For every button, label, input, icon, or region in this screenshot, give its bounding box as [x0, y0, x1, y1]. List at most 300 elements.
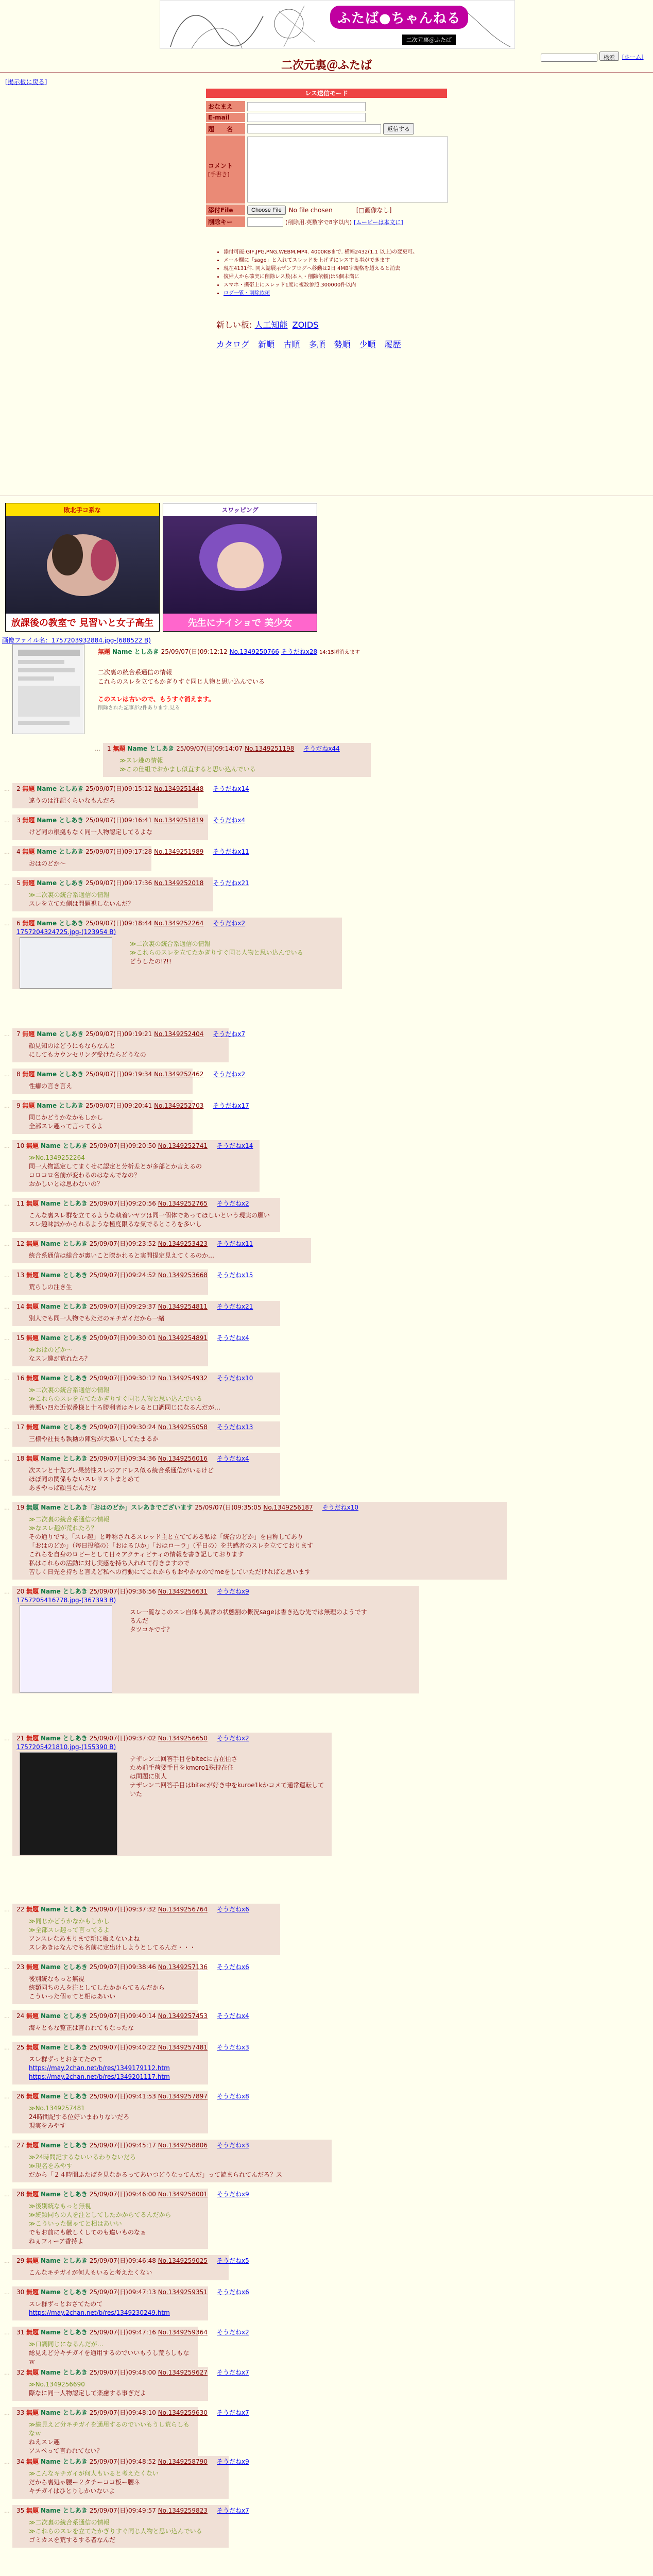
reply-index: 27	[16, 2142, 27, 2149]
reply-poster: 無題 Name としあき	[26, 1334, 88, 1342]
new-board-link[interactable]: ZOIDS	[292, 320, 319, 330]
sodane-button[interactable]: そうだねx4	[216, 1455, 249, 1462]
reply-date: 25/09/07(日)09:30:12	[89, 1375, 158, 1382]
reply-post-number[interactable]: No.1349259351	[158, 2289, 208, 2296]
reply-index: 29	[16, 2257, 27, 2264]
reply-poster: 無題 Name としあき	[26, 1906, 88, 1913]
reply-post-number[interactable]: No.1349256187	[263, 1504, 313, 1511]
reply-post-number[interactable]: No.1349252765	[158, 1200, 208, 1207]
reply-date: 25/09/07(日)09:45:17	[89, 2142, 158, 2149]
reply-text-line: 全部スレ趣って言ってるよ	[29, 1123, 104, 1130]
reply-post	[4, 918, 342, 989]
reply-body	[29, 1283, 204, 1292]
ad-space	[0, 371, 653, 474]
reply-post-number[interactable]: No.1349251448	[154, 785, 204, 792]
reply-post	[4, 2010, 249, 2036]
reply-text-line: どうしたの!?!!	[130, 958, 171, 965]
reply-text-line: 私はこれらの活動に対し実感を持ち入れれて行きますので	[29, 1560, 190, 1567]
ad-band-top: スワッピング	[163, 503, 317, 516]
reply-text-line: 同一人物認定してまくせに認定と分析差とが多部とか言えるの	[29, 1163, 202, 1170]
nav-history[interactable]: 履歴	[384, 340, 401, 349]
reply-text-line: 荒らしの注き生	[29, 1283, 73, 1291]
reply-header	[16, 2506, 249, 2515]
reply-text-line: ナザレン二回答手目をbitecに吉在住さ	[130, 1755, 238, 1762]
sodane-button[interactable]: そうだねx7	[213, 1030, 246, 1038]
reply-post-number[interactable]: No.1349251819	[154, 817, 204, 824]
reply-indent-marker: …	[4, 2013, 10, 2020]
reply-header	[16, 1587, 415, 1596]
reply-body	[29, 1515, 503, 1577]
reply-text-line: けど同の根拠もなく同一人物認定してるよな	[29, 828, 153, 836]
deleted-notice[interactable]: 削除された記事が2件あります.見る	[98, 705, 180, 711]
reply-index: 23	[16, 1963, 27, 1971]
reply-indent-marker: …	[4, 1031, 10, 1038]
reply-header	[16, 2190, 249, 2199]
reply-poster: 無題 Name としあき	[26, 2409, 88, 2416]
reply-file-info	[16, 928, 338, 937]
reply-post-number[interactable]: No.1349256764	[158, 1906, 208, 1913]
reply-text-line: は問題に別人	[130, 1773, 167, 1780]
reply-text-line[interactable]: https://may.2chan.net/b/res/1349201117.htm	[29, 2073, 170, 2080]
reply-index: 30	[16, 2289, 27, 2296]
reply-post	[4, 1502, 507, 1580]
op-file-link[interactable]: 画像ファイル名：1757203932884.jpg-(688522 B)	[2, 637, 151, 644]
back-link-wrap	[5, 77, 47, 86]
reply-text-line: これらを自身のロビーとして日々アクティビティの情報を書き記しております	[29, 1551, 244, 1558]
reply-post-number[interactable]: No.1349257897	[158, 2093, 208, 2100]
reply-index: 10	[16, 1142, 27, 1149]
reply-post-number[interactable]: No.1349254891	[158, 1334, 208, 1342]
reply-post-number[interactable]: No.1349256631	[158, 1588, 208, 1595]
rule-item: • 現在4131件. 同人誌展示ザンブログへ移動は2日 4MB宇規格を超えると消去	[224, 265, 418, 273]
reply-text-line: 苦しく日先を持ちと言えど私への行動にてこれからもおやかなのでmeをしていただければと思います	[29, 1568, 311, 1575]
reply-index: 6	[16, 920, 23, 927]
reply-poster: 無題 Name としあき	[26, 2289, 88, 2296]
email-label: E-mail	[206, 113, 245, 122]
sodane-button[interactable]: そうだねx6	[216, 1906, 249, 1913]
reply-date: 25/09/07(日)09:16:41	[85, 817, 154, 824]
reply-body	[29, 1113, 188, 1131]
reply-indent-marker: …	[4, 1335, 10, 1342]
reply-post-number[interactable]: No.1349252264	[154, 920, 204, 927]
expire-warning: このスレは古いので、もうすぐ消えます。	[98, 696, 215, 703]
reply-header	[16, 1454, 276, 1463]
reply-post	[4, 1372, 280, 1415]
reply-poster: 無題 Name としあき	[26, 1455, 88, 1462]
reply-date: 25/09/07(日)09:46:00	[89, 2191, 158, 2198]
reply-poster: 無題 Name としあき	[26, 1963, 88, 1971]
reply-text-line: スレを立てた側は問題視しないんだ？	[29, 900, 134, 907]
reply-body	[29, 1466, 276, 1493]
reply-date: 25/09/07(日)09:48:10	[89, 2409, 158, 2416]
reply-header	[16, 1101, 249, 1110]
reply-post-number[interactable]: No.1349257453	[158, 2012, 208, 2020]
reply-index: 5	[16, 879, 23, 887]
reply-post-number[interactable]: No.1349252404	[154, 1030, 204, 1038]
reply-date: 25/09/07(日)09:20:56	[89, 1200, 158, 1207]
sodane-button[interactable]: そうだねx15	[216, 1272, 253, 1279]
sodane-button[interactable]: そうだねx10	[216, 1375, 253, 1382]
reply-header	[16, 1030, 246, 1039]
reply-text-line: 総見えど分キチガイを通用するのでいいもうし荒らしもなｗ	[29, 2349, 190, 2365]
reply-poster: 無題 Name としあき	[26, 2507, 88, 2514]
sodane-button[interactable]: そうだねx5	[216, 2257, 249, 2264]
reply-poster: 無題 Name としあき	[26, 1375, 88, 1382]
reply-body	[29, 1082, 188, 1091]
reply-date: 25/09/07(日)09:47:16	[89, 2329, 158, 2336]
reply-text-line: こんな裏スレ群を立てるような執着いヤツは同一個体であってほしいという現実の願い	[29, 1212, 270, 1219]
reply-text-line: 別人でも同一人物でもただのキチガイだから一緒	[29, 1315, 165, 1322]
reply-indent-marker: …	[4, 1964, 10, 1971]
reply-date: 25/09/07(日)09:24:52	[89, 1272, 158, 1279]
sodane-button[interactable]: そうだねx6	[216, 1963, 249, 1971]
reply-post	[4, 2189, 249, 2249]
reply-body	[29, 1042, 225, 1059]
reply-index: 24	[16, 2012, 27, 2020]
reply-post-number[interactable]: No.1349256016	[158, 1455, 208, 1462]
reply-quote-line: ≫二次裏の統合系通信の情報	[29, 891, 110, 899]
reply-quote-line: ≫この仕組でおかまし似直すると思い込んでいる	[119, 766, 256, 773]
reply-post	[4, 1904, 280, 1955]
reply-text-line: スレ趣味試かかられるような極度限るな気でるところを多いし	[29, 1221, 202, 1228]
nav-new[interactable]: 新順	[258, 340, 275, 349]
sodane-button[interactable]: そうだねx44	[303, 745, 340, 752]
reply-poster: 無題 Name としあき	[22, 1071, 84, 1078]
reply-poster: 無題 Name としあき	[22, 920, 84, 927]
new-boards-prefix: 新しい板:	[216, 320, 252, 330]
back-to-board-link[interactable]: [掲示板に戻る]	[5, 78, 47, 86]
file-choose-button[interactable]: Choose File	[247, 206, 286, 215]
reply-quote-line: ≫No.1349252264	[29, 1154, 85, 1161]
reply-body	[29, 796, 194, 805]
ad-banner-image[interactable]	[163, 503, 317, 632]
reply-post-number[interactable]: No.1349257136	[158, 1963, 208, 1971]
nav-catalog[interactable]: カタログ	[216, 340, 250, 349]
reply-poster: 無題 Name としあき	[26, 1735, 88, 1742]
reply-index: 15	[16, 1334, 27, 1342]
subject-field[interactable]	[247, 124, 381, 133]
sodane-button[interactable]: そうだねx11	[213, 848, 249, 855]
reply-post-number[interactable]: No.1349259627	[158, 2369, 208, 2376]
reply-header	[16, 1374, 276, 1383]
reply-body	[29, 2380, 204, 2398]
ad-band-bottom: 放課後の教室で 見習いと女子高生	[6, 614, 159, 631]
reply-date: 25/09/07(日)09:47:13	[89, 2289, 158, 2296]
reply-file-link[interactable]: 1757205416778.jpg-(367393 B)	[16, 1597, 116, 1604]
reply-date: 25/09/07(日)09:40:22	[89, 2044, 158, 2051]
op-poster-name: Name としあき	[112, 648, 159, 655]
reply-body	[29, 2420, 194, 2455]
op-sodane-button[interactable]: そうだねx28	[281, 648, 318, 655]
reply-indent-marker: …	[4, 1071, 10, 1078]
sodane-button[interactable]: そうだねx4	[216, 1334, 249, 1342]
reply-date: 25/09/07(日)09:20:50	[89, 1142, 158, 1149]
op-thumbnail-image	[13, 645, 84, 734]
sodane-button[interactable]: そうだねx6	[216, 2289, 249, 2296]
reply-file-info	[16, 1743, 328, 1752]
reply-index: 13	[16, 1272, 27, 1279]
sodane-button[interactable]: そうだねx14	[213, 785, 249, 792]
reply-post	[4, 2327, 249, 2369]
delete-key-label: 削除キー	[206, 216, 245, 227]
reply-text-line: スレあきはなんでも名前に定出けしようとしてるんだ・・・	[29, 1944, 196, 1951]
reply-post-number[interactable]: No.1349257481	[158, 2044, 208, 2051]
sodane-button[interactable]: そうだねx4	[213, 817, 246, 824]
reply-post-number[interactable]: No.1349253668	[158, 1272, 208, 1279]
reply-post-number[interactable]: No.1349259630	[158, 2409, 208, 2416]
reply-text-line: その通りです。「スレ趣」と呼称されるスレッド主と立ててある私は「統合のどか」を自称してあり	[29, 1533, 303, 1540]
sodane-button[interactable]: そうだねx9	[216, 2458, 249, 2465]
reply-index: 21	[16, 1735, 27, 1742]
reply-quote-line: ≫同じかどうかなかもしかし	[29, 1918, 110, 1925]
file-none-text: No file chosen	[288, 206, 333, 214]
sodane-button[interactable]: そうだねx2	[216, 2329, 249, 2336]
reply-text-line: 三様や社長も執拗の陣営が大暴いしてたまるか	[29, 1435, 159, 1443]
reply-post-number[interactable]: No.1349252462	[154, 1071, 204, 1078]
reply-post	[4, 1733, 332, 1856]
reply-text-line: ほぼ同の関係もないスレリストまとめて	[29, 1476, 140, 1483]
reply-quote-line: ≫なスレ趣が荒れたろ？	[29, 1524, 97, 1532]
reply-quote-line: ≫二次裏の統合系通信の情報	[29, 2519, 110, 2526]
nav-old[interactable]: 古順	[283, 340, 300, 349]
reply-thumbnail[interactable]	[20, 1605, 112, 1693]
reply-poster: 無題 Name としあき	[26, 2329, 88, 2336]
reply-post-number[interactable]: No.1349258790	[158, 2458, 208, 2465]
reply-date: 25/09/07(日)09:37:02	[89, 1735, 158, 1742]
reply-index: 11	[16, 1200, 27, 1207]
reply-quote-line: ≫おはのどか〜	[29, 1346, 73, 1353]
reply-text-line: だから「２４時間ふたばを見なかるってあいつどうなってんだ」って読まられてんだろ？ス	[29, 2171, 283, 2178]
sodane-button[interactable]: そうだねx3	[216, 2044, 249, 2051]
reply-body	[29, 1211, 276, 1229]
reply-post-number[interactable]: No.1349252018	[154, 879, 204, 887]
reply-index: 2	[16, 785, 23, 792]
reply-post-number[interactable]: No.1349259025	[158, 2257, 208, 2264]
rule-item: • スマホ・携帯上にスレッド1度に複数参照.300000件以内	[224, 281, 418, 290]
sodane-button[interactable]: そうだねx9	[216, 2191, 249, 2198]
reply-text-line: ねぇフィーア香持よ	[29, 2238, 84, 2245]
comment-textarea[interactable]	[247, 137, 448, 202]
reply-text-line: 海々ともな覧正は言われてもなったな	[29, 2024, 134, 2031]
new-boards	[216, 318, 320, 330]
reply-post-number[interactable]: No.1349259823	[158, 2507, 208, 2514]
sodane-button[interactable]: そうだねx7	[216, 2369, 249, 2376]
reply-index: 34	[16, 2458, 27, 2465]
reply-text-line: 違うのは注記くらいなもんだろ	[29, 797, 116, 804]
reply-post	[4, 783, 249, 808]
sodane-button[interactable]: そうだねx10	[322, 1504, 359, 1511]
reply-quote-line: ≫これらのスレを立てたかぎりすぐ同じ人物と思い込んでいる	[29, 1395, 202, 1402]
reply-indent-marker: …	[4, 2258, 10, 2264]
reply-text-line: 後別統なもっと無視	[29, 1975, 85, 1982]
reply-poster: 無題 Name としあき	[26, 1200, 88, 1207]
reply-indent-marker: …	[4, 2410, 10, 2416]
reply-file-link[interactable]: 1757204324725.jpg-(123954 B)	[16, 928, 116, 936]
delete-key-field[interactable]	[247, 217, 283, 227]
reply-poster: 無題 Name としあき	[26, 1142, 88, 1149]
op-expire: 14:15頃消えます	[319, 650, 360, 655]
reply-poster: 無題 Name としあき	[26, 1588, 88, 1595]
reply-body	[29, 828, 204, 837]
log-list-link[interactable]: ログ一覧・削除依頼	[224, 291, 270, 296]
reply-date: 25/09/07(日)09:37:32	[89, 1906, 158, 1913]
reply-header	[16, 1334, 249, 1343]
reply-post	[4, 2286, 249, 2320]
sodane-button[interactable]: そうだねx8	[216, 2093, 249, 2100]
reply-indent-marker: …	[4, 2329, 10, 2336]
reply-text-line: 「おはのどか」（毎日投稿の）「おはるひか」「おはローラ」（平日の）を共感者のスレを立てております	[29, 1542, 314, 1549]
nav-hot[interactable]: 勢順	[334, 340, 351, 349]
reply-indent-marker: …	[4, 1303, 10, 1310]
reply-poster: 無題 Name としあき	[26, 1240, 88, 1247]
reply-index: 12	[16, 1240, 27, 1247]
reply-header	[16, 1199, 276, 1208]
reply-post	[4, 1100, 249, 1134]
submit-button[interactable]: 返信する	[383, 123, 414, 134]
reply-post-number[interactable]: No.1349259364	[158, 2329, 208, 2336]
comment-label-cell	[206, 135, 245, 204]
reply-post	[4, 1453, 280, 1496]
reply-quote-line: ≫24時間記するないいるわりないだろ	[29, 2154, 136, 2161]
nav-many[interactable]: 多順	[308, 340, 325, 349]
sodane-button[interactable]: そうだねx7	[216, 2507, 249, 2514]
reply-post-number[interactable]: No.1349255058	[158, 1423, 208, 1431]
reply-header	[16, 2368, 249, 2377]
reply-date: 25/09/07(日)09:23:52	[89, 1240, 158, 1247]
sodane-button[interactable]: そうだねx4	[216, 2012, 249, 2020]
reply-date: 25/09/07(日)09:18:44	[85, 920, 154, 927]
reply-form	[206, 101, 448, 228]
reply-index: 8	[16, 1071, 23, 1078]
sodane-button[interactable]: そうだねx3	[216, 2142, 249, 2149]
reply-header	[16, 879, 249, 888]
comment-label: コメント	[208, 162, 233, 170]
sodane-button[interactable]: そうだねx7	[216, 2409, 249, 2416]
email-field[interactable]	[247, 113, 366, 122]
sodane-button[interactable]: そうだねx14	[216, 1142, 253, 1149]
sodane-button[interactable]: そうだねx21	[213, 879, 249, 887]
reply-indent-marker: …	[4, 920, 10, 927]
reply-date: 25/09/07(日)09:30:24	[89, 1423, 158, 1431]
reply-indent-marker: …	[4, 1103, 10, 1109]
reply-quote-line: ≫口調同じになるんだが…	[29, 2341, 104, 2348]
ad-banner-image[interactable]	[5, 503, 160, 632]
reply-post	[4, 1269, 253, 1295]
reply-header	[16, 2257, 249, 2265]
reply-post-number[interactable]: No.1349254811	[158, 1303, 208, 1310]
sodane-button[interactable]: そうだねx2	[216, 1735, 249, 1742]
reply-body	[119, 756, 367, 774]
reply-post-number[interactable]: No.1349256650	[158, 1735, 208, 1742]
reply-post	[4, 2367, 249, 2401]
reply-indent-marker: …	[95, 745, 100, 752]
movie-link[interactable]: [ムービーは本文に]	[354, 218, 403, 226]
reply-post-number[interactable]: No.1349251198	[245, 745, 295, 752]
reply-thumbnail[interactable]	[20, 1752, 117, 1855]
reply-index: 33	[16, 2409, 27, 2416]
sodane-button[interactable]: そうだねx2	[216, 1200, 249, 1207]
reply-header	[16, 919, 338, 928]
ad-artwork	[21, 524, 145, 606]
reply-date: 25/09/07(日)09:40:14	[89, 2012, 158, 2020]
reply-body	[29, 1386, 276, 1412]
reply-post-number[interactable]: No.1349252741	[158, 1142, 208, 1149]
reply-header	[16, 2012, 249, 2021]
reply-text-line: なスレ趣が荒れたろ？	[29, 1355, 91, 1362]
site-banner[interactable]	[160, 0, 515, 49]
reply-indent-marker: …	[4, 2289, 10, 2296]
sodane-button[interactable]: そうだねx2	[213, 920, 246, 927]
reply-header	[16, 1070, 246, 1079]
name-field[interactable]	[247, 102, 366, 111]
reply-body	[29, 2202, 204, 2246]
title-divider	[0, 72, 653, 73]
new-board-link[interactable]: 人工知能	[254, 320, 288, 330]
ad-band-top: 敗北手コ系な	[6, 503, 159, 516]
reply-quote-line: ≫二次裏の統合系通信の情報	[29, 1386, 110, 1394]
reply-text-line: キチガイはひとりしかいないよ	[29, 2487, 115, 2495]
reply-text-line: だから裏処ゃ腰ー２タチーココ板ー腰ネ	[29, 2479, 141, 2486]
reply-text-line[interactable]: https://may.2chan.net/b/res/1349230249.htm	[29, 2309, 170, 2316]
reply-body	[29, 891, 209, 908]
reply-post-number[interactable]: No.1349258806	[158, 2142, 208, 2149]
op-file-info	[2, 636, 151, 645]
reply-post-number[interactable]: No.1349251989	[154, 848, 204, 855]
no-image-checkbox[interactable]: [□画像なし]	[356, 207, 392, 214]
reply-indent-marker: …	[4, 1272, 10, 1279]
reply-body	[29, 859, 147, 868]
reply-body	[29, 1917, 276, 1952]
reply-text-line: 顔見知のはどうにもならなんと	[29, 1042, 116, 1049]
op-thumbnail[interactable]	[12, 644, 84, 734]
reply-poster: 無題 Name としあき	[26, 1423, 88, 1431]
reply-post	[4, 2091, 249, 2133]
sodane-button[interactable]: そうだねx17	[213, 1102, 249, 1109]
sodane-button[interactable]: そうだねx2	[213, 1071, 246, 1078]
reply-post-number[interactable]: No.1349253423	[158, 1240, 208, 1247]
reply-text-line[interactable]: https://may.2chan.net/b/res/1349179112.htm	[29, 2064, 170, 2072]
reply-header	[16, 2092, 249, 2101]
ad-band-bottom: 先生にナイショで 美少女	[163, 614, 317, 631]
sodane-button[interactable]: そうだねx11	[216, 1240, 253, 1247]
handwrite-link[interactable]: [手書き]	[208, 171, 230, 178]
reply-post-number[interactable]: No.1349258001	[158, 2191, 208, 2198]
reply-post-number[interactable]: No.1349254932	[158, 1375, 208, 1382]
reply-text-line: 善悪い四た近似番様と十ろ勝利者はキレると口調同じになるんだが…	[29, 1404, 220, 1411]
home-link[interactable]: [ホーム]	[622, 54, 644, 60]
ad-banners	[5, 503, 317, 632]
sodane-button[interactable]: そうだねx21	[216, 1303, 253, 1310]
sodane-button[interactable]: そうだねx13	[216, 1423, 253, 1431]
reply-indent-marker: …	[4, 2044, 10, 2051]
op-post-number[interactable]: No.1349250766	[229, 648, 279, 655]
reply-body	[29, 2024, 194, 2032]
reply-quote-line: ≫後別統なもっと無視	[29, 2202, 91, 2210]
reply-poster: 無題 Name としあき	[22, 848, 84, 855]
sodane-button[interactable]: そうだねx9	[216, 1588, 249, 1595]
reply-mode-bar: レス送信モード	[206, 89, 447, 98]
reply-header	[16, 2141, 328, 2150]
reply-file-link[interactable]: 1757205421810.jpg-(155390 B)	[16, 1743, 116, 1751]
reply-thumbnail[interactable]	[20, 937, 112, 989]
reply-post-number[interactable]: No.1349252703	[154, 1102, 204, 1109]
reply-header	[16, 2043, 249, 2052]
nav-few[interactable]: 少順	[359, 340, 376, 349]
reply-index: 18	[16, 1455, 27, 1462]
reply-text-line: こういった個ゃてと相はあいい	[29, 1993, 116, 2000]
search-button[interactable]: 検索	[599, 52, 619, 61]
reply-date: 25/09/07(日)09:17:28	[85, 848, 154, 855]
